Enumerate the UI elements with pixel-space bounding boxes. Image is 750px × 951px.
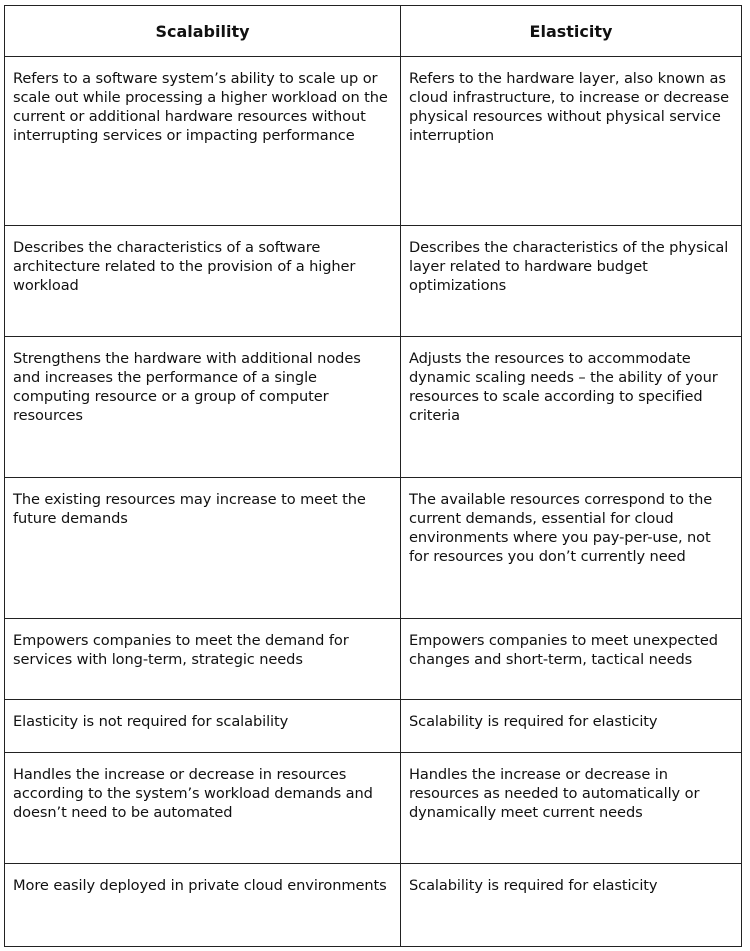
elasticity-cell: [401, 700, 742, 753]
table-row: [5, 337, 742, 478]
cell-text: Adjusts the resources to accommodate dynamic scaling needs – the ability of your resources to scale according to specified criteria: [409, 350, 718, 424]
scalability-cell: [5, 864, 401, 947]
cell-text: Empowers companies to meet unexpected changes and short-term, tactical needs: [409, 632, 718, 668]
cell-text: Refers to a software system’s ability to scale up or scale out while processing a higher workload on the current or additional hardware resources without interrupting services or impacting performance: [13, 70, 388, 144]
table-row: [5, 619, 742, 700]
scalability-cell: [5, 57, 401, 226]
scalability-cell: [5, 619, 401, 700]
table-row: [5, 864, 742, 947]
elasticity-cell: [401, 57, 742, 226]
header-scalability: Scalability: [5, 6, 401, 57]
cell-text: More easily deployed in private cloud environments: [13, 877, 387, 894]
header-row: [5, 6, 742, 57]
cell-text: Strengthens the hardware with additional nodes and increases the performance of a single computing resource or a group of computer resources: [13, 350, 361, 424]
cell-text: Scalability is required for elasticity: [409, 713, 658, 730]
cell-text: Describes the characteristics of a software architecture related to the provision of a higher workload: [13, 239, 356, 294]
scalability-cell: [5, 753, 401, 864]
scalability-cell: [5, 478, 401, 619]
elasticity-cell: [401, 337, 742, 478]
cell-text: Describes the characteristics of the physical layer related to hardware budget optimizations: [409, 239, 729, 294]
scalability-cell: [5, 700, 401, 753]
scalability-cell: [5, 226, 401, 337]
table-row: [5, 226, 742, 337]
table-row: [5, 753, 742, 864]
cell-text: Scalability is required for elasticity: [409, 877, 658, 894]
scalability-cell: [5, 337, 401, 478]
table-row: [5, 478, 742, 619]
elasticity-cell: [401, 753, 742, 864]
elasticity-cell: [401, 619, 742, 700]
cell-text: Elasticity is not required for scalability: [13, 713, 289, 730]
header-elasticity: Elasticity: [401, 6, 742, 57]
cell-text: Empowers companies to meet the demand for services with long-term, strategic needs: [13, 632, 349, 668]
cell-text: Refers to the hardware layer, also known as cloud infrastructure, to increase or decrease physical resources without physical service interruption: [409, 70, 730, 144]
table-row: [5, 700, 742, 753]
cell-text: The available resources correspond to the current demands, essential for cloud environments where you pay-per-use, not for resources you don’t currently need: [409, 491, 713, 565]
table-row: [5, 57, 742, 226]
cell-text: Handles the increase or decrease in resources as needed to automatically or dynamically meet current needs: [409, 766, 700, 821]
elasticity-cell: [401, 864, 742, 947]
cell-text: Handles the increase or decrease in resources according to the system’s workload demands and doesn’t need to be automated: [13, 766, 373, 821]
cell-text: The existing resources may increase to meet the future demands: [13, 491, 366, 527]
comparison-table: [4, 5, 742, 947]
elasticity-cell: [401, 478, 742, 619]
elasticity-cell: [401, 226, 742, 337]
